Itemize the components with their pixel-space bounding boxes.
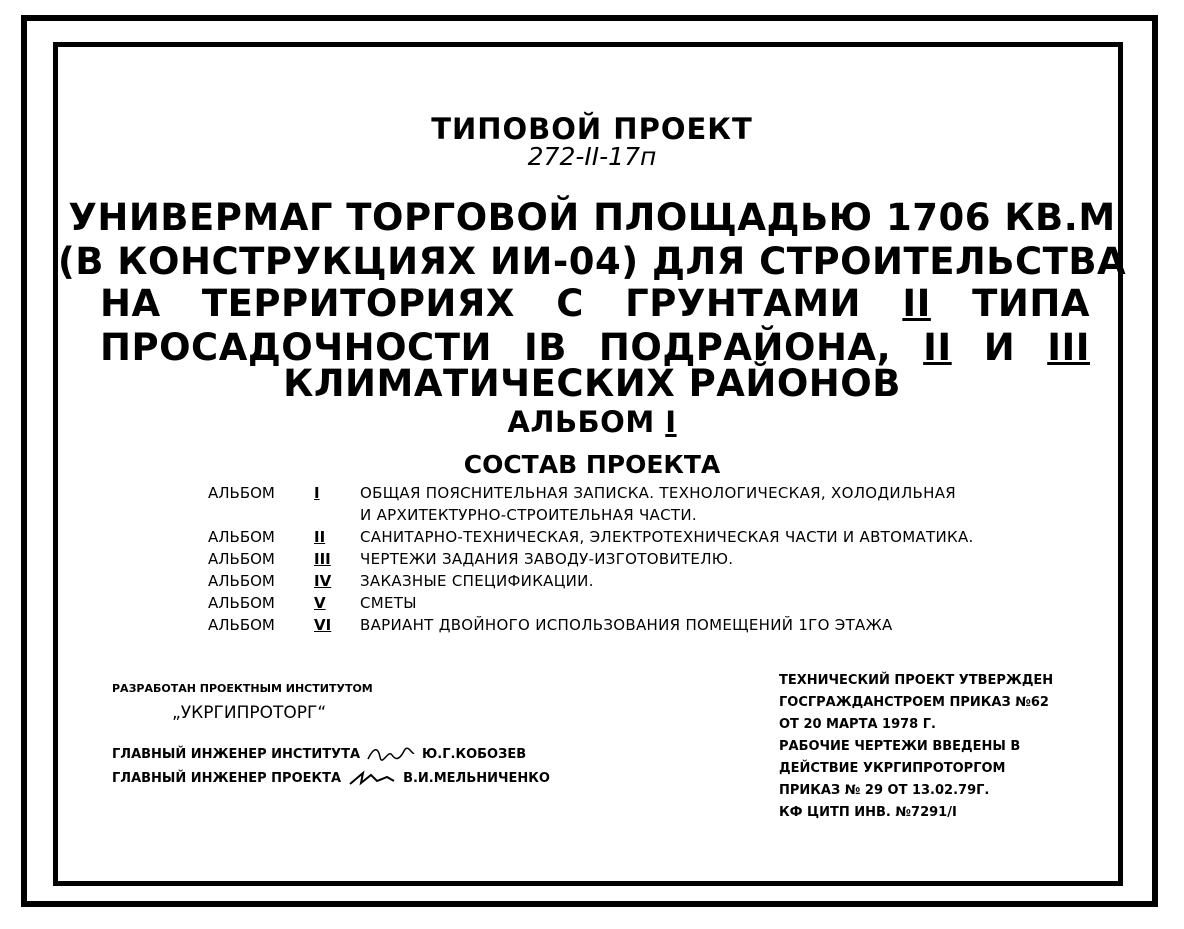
composition-title: СОСТАВ ПРОЕКТА: [463, 450, 721, 479]
album-description: САНИТАРНО-ТЕХНИЧЕСКАЯ, ЭЛЕКТРОТЕХНИЧЕСКАЯ ЧАСТИ И АВТОМАТИКА.: [360, 528, 974, 546]
album-label: АЛЬБОМ: [208, 484, 275, 502]
album-row: [208, 548, 1038, 570]
role-label: ГЛАВНЫЙ ИНЖЕНЕР ИНСТИТУТА: [112, 746, 361, 762]
album-label: АЛЬБОМ: [208, 528, 275, 546]
album-label: АЛЬБОМ: [208, 572, 275, 590]
title-word: И: [983, 326, 1016, 369]
album-description: ЧЕРТЕЖИ ЗАДАНИЯ ЗАВОДУ-ИЗГОТОВИТЕЛЮ.: [360, 550, 734, 568]
inventory-number: КФ ЦИТП ИНВ. №7291/I: [779, 805, 957, 820]
title-word: IВ: [523, 326, 567, 369]
album-number: [314, 504, 360, 526]
approval-line: ТЕХНИЧЕСКИЙ ПРОЕКТ УТВЕРЖДЕН: [779, 673, 1054, 688]
album-row: [208, 526, 1038, 548]
album-label: АЛЬБОМ: [208, 616, 275, 634]
album-number: VI: [314, 616, 332, 634]
signature-icon: [347, 769, 397, 787]
title-word: ПРОСАДОЧНОСТИ: [100, 326, 492, 369]
signature-icon: [366, 745, 416, 763]
title-line-3: [100, 282, 1090, 326]
album-description: ЗАКАЗНЫЕ СПЕЦИФИКАЦИИ.: [360, 572, 594, 590]
title-word: С: [556, 282, 584, 325]
approval-line: ГОСГРАЖДАНСТРОЕМ ПРИКАЗ №62: [779, 695, 1049, 710]
institute-name: „УКРГИПРОТОРГ“: [172, 703, 327, 723]
album-label: [208, 504, 314, 526]
approval-line: РАБОЧИЕ ЧЕРТЕЖИ ВВЕДЕНЫ В: [779, 739, 1021, 754]
album-description: ВАРИАНТ ДВОЙНОГО ИСПОЛЬЗОВАНИЯ ПОМЕЩЕНИЙ 1ГО ЭТАЖА: [360, 616, 893, 634]
developer-block: [112, 682, 592, 787]
album-label: АЛЬБОМ: [507, 405, 655, 439]
album-heading: [0, 400, 1184, 444]
album-description: СМЕТЫ: [360, 594, 417, 612]
approval-line: ПРИКАЗ № 29 ОТ 13.02.79Г.: [779, 783, 990, 798]
title-roman: III: [1047, 326, 1090, 369]
album-number: II: [314, 528, 326, 546]
album-number: I: [314, 484, 320, 502]
title-roman: II: [923, 326, 952, 369]
album-description: И АРХИТЕКТУРНО-СТРОИТЕЛЬНАЯ ЧАСТИ.: [360, 506, 697, 524]
chief-engineer-project: [112, 769, 592, 787]
title-word: ГРУНТАМИ: [625, 282, 862, 325]
title-word: ТЕРРИТОРИЯХ: [201, 282, 515, 325]
title-word: ПОДРАЙОНА,: [598, 326, 892, 369]
person-name: В.И.МЕЛЬНИЧЕНКО: [403, 770, 550, 786]
role-label: ГЛАВНЫЙ ИНЖЕНЕР ПРОЕКТА: [112, 770, 342, 786]
album-label: АЛЬБОМ: [208, 550, 275, 568]
person-name: Ю.Г.КОБОЗЕВ: [422, 746, 527, 762]
title-line-2: (В КОНСТРУКЦИЯХ ИИ-04) ДЛЯ СТРОИТЕЛЬСТВА: [57, 240, 1127, 283]
album-row: [208, 482, 1038, 504]
album-list: [208, 482, 1038, 636]
title-word: ТИПА: [972, 282, 1090, 325]
approval-line: ДЕЙСТВИЕ УКРГИПРОТОРГОМ: [779, 761, 1006, 776]
approval-line: ОТ 20 МАРТА 1978 Г.: [779, 717, 936, 732]
title-line-5: КЛИМАТИЧЕСКИХ РАЙОНОВ: [283, 362, 901, 405]
album-row: [208, 614, 1038, 636]
developed-by: РАЗРАБОТАН ПРОЕКТНЫМ ИНСТИТУТОМ: [112, 682, 373, 695]
title-word: НА: [100, 282, 161, 325]
project-type: ТИПОВОЙ ПРОЕКТ: [431, 112, 753, 146]
title-line-1: УНИВЕРМАГ ТОРГОВОЙ ПЛОЩАДЬЮ 1706 КВ.М: [68, 196, 1116, 239]
album-number: V: [314, 594, 326, 612]
album-row: [208, 504, 1038, 526]
approval-block: [779, 670, 1079, 824]
album-number: I: [665, 405, 677, 439]
chief-engineer-institute: [112, 745, 592, 763]
album-row: [208, 592, 1038, 614]
album-label: АЛЬБОМ: [208, 594, 275, 612]
album-description: ОБЩАЯ ПОЯСНИТЕЛЬНАЯ ЗАПИСКА. ТЕХНОЛОГИЧЕСКАЯ, ХОЛОДИЛЬНАЯ: [360, 484, 956, 502]
album-number: III: [314, 550, 331, 568]
project-number: 272-II-17п: [527, 142, 657, 171]
album-number: IV: [314, 572, 332, 590]
title-roman: II: [902, 282, 931, 325]
album-row: [208, 570, 1038, 592]
